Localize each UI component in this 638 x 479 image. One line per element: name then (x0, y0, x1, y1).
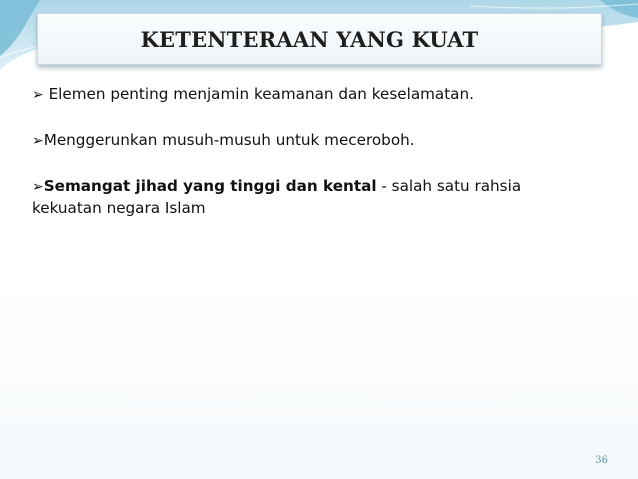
page-number: 36 (595, 455, 608, 466)
bullet-item-3 (32, 176, 592, 219)
bullet-list (32, 84, 592, 243)
bullet-text: - salah satu rahsia kekuatan negara Islam (32, 177, 522, 217)
bullet-text: Menggerunkan musuh-musuh untuk meceroboh. (43, 131, 415, 149)
arrow-bullet-icon: ➢ (32, 87, 44, 103)
bullet-item-2 (32, 130, 592, 152)
bullet-text: Elemen penting menjamin keamanan dan keselamatan. (48, 85, 474, 103)
slide-title: KETENTERAAN YANG KUAT (140, 26, 479, 52)
bullet-item-1 (32, 84, 592, 106)
bullet-emphasis-text: Semangat jihad yang tinggi dan kental (43, 177, 377, 195)
arrow-bullet-icon: ➢ (32, 133, 44, 149)
arrow-bullet-icon: ➢ (32, 179, 44, 195)
title-box (37, 13, 602, 65)
